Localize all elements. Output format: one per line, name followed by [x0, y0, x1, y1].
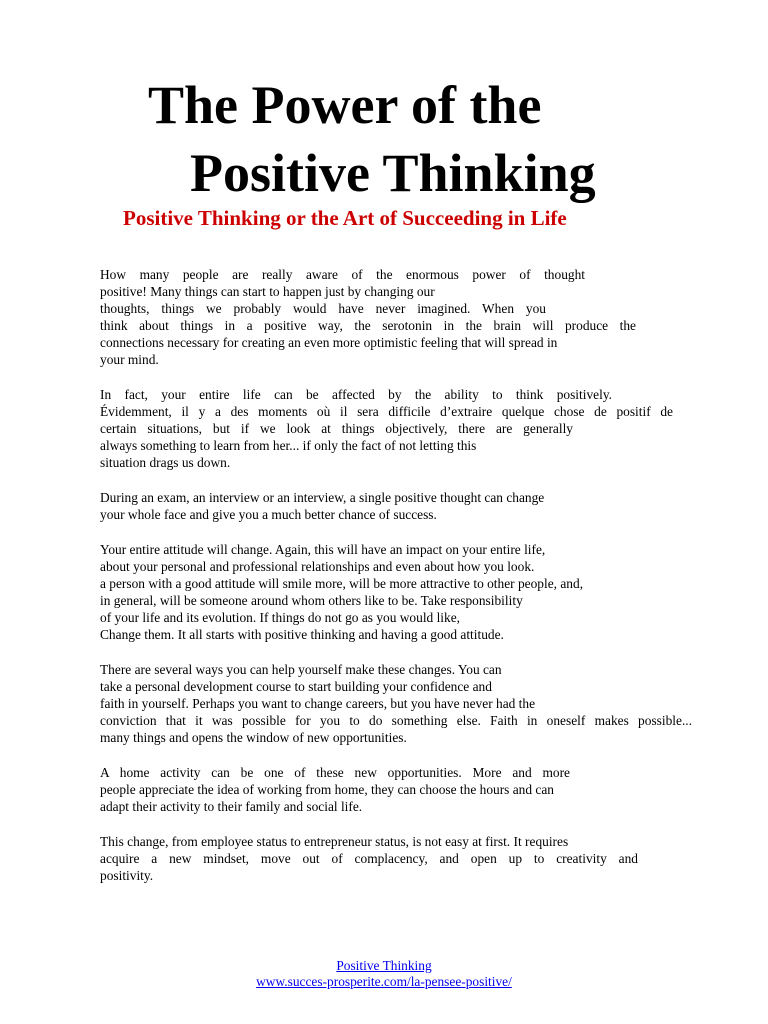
paragraph-line: think about things in a positive way, the serotonin in the brain will produce the: [100, 318, 636, 334]
paragraph-line: This change, from employee status to entrepreneur status, is not easy at first. It requires: [100, 833, 569, 849]
paragraph-line: During an exam, an interview or an interview, a single positive thought can change: [100, 490, 545, 506]
footer: [0, 958, 768, 990]
paragraph-line: There are several ways you can help yourself make these changes. You can: [100, 661, 502, 677]
paragraph-line: your mind.: [100, 352, 159, 368]
paragraph-line: Your entire attitude will change. Again, this will have an impact on your entire life,: [100, 541, 546, 557]
paragraph-4: [100, 541, 700, 644]
paragraph-line: positivity.: [100, 867, 154, 883]
paragraph-line: How many people are really aware of the enormous power of thought: [100, 267, 585, 282]
paragraph-line: people appreciate the idea of working from home, they can choose the hours and can: [100, 781, 554, 797]
document-body: [100, 266, 700, 901]
paragraph-line: situation drags us down.: [100, 455, 231, 471]
paragraph-6: [100, 764, 700, 815]
footer-link-url[interactable]: www.succes-prosperite.com/la-pensee-positive/: [256, 974, 512, 989]
paragraph-line: take a personal development course to start building your confidence and: [100, 678, 492, 694]
paragraph-3: [100, 489, 700, 523]
paragraph-line: adapt their activity to their family and social life.: [100, 798, 363, 814]
paragraph-line: A home activity can be one of these new opportunities. More and more: [100, 764, 570, 780]
paragraph-line: Évidemment, il y a des moments où il sera difficile d’extraire quelque chose de positif de: [100, 404, 673, 420]
paragraph-7: [100, 833, 700, 884]
paragraph-line: positive! Many things can start to happen just by changing our: [100, 284, 435, 300]
paragraph-line: always something to learn from her... if only the fact of not letting this: [100, 438, 477, 454]
paragraph-line: faith in yourself. Perhaps you want to change careers, but you have never had the: [100, 695, 536, 711]
paragraph-1: [100, 266, 700, 369]
paragraph-line: about your personal and professional relationships and even about how you look.: [100, 558, 535, 574]
paragraph-line: connections necessary for creating an even more optimistic feeling that will spread in: [100, 335, 558, 351]
footer-link-label[interactable]: Positive Thinking: [336, 958, 432, 973]
paragraph-line: in general, will be someone around whom others like to be. Take responsibility: [100, 593, 523, 608]
document-title-line-1: The Power of the: [148, 75, 542, 135]
paragraph-line: your whole face and give you a much better chance of success.: [100, 507, 437, 523]
paragraph-5: [100, 661, 700, 746]
paragraph-line: acquire a new mindset, move out of complacency, and open up to creativity and: [100, 850, 638, 866]
paragraph-line: Change them. It all starts with positive thinking and having a good attitude.: [100, 627, 504, 643]
paragraph-2: [100, 386, 700, 471]
paragraph-line: of your life and its evolution. If things do not go as you would like,: [100, 610, 461, 626]
paragraph-line: a person with a good attitude will smile more, will be more attractive to other people, and,: [100, 575, 584, 591]
document-title-line-2: Positive Thinking: [190, 143, 596, 203]
paragraph-line: conviction that it was possible for you to do something else. Faith in oneself makes possible...: [100, 713, 692, 729]
paragraph-line: certain situations, but if we look at things objectively, there are generally: [100, 421, 573, 437]
paragraph-line: many things and opens the window of new opportunities.: [100, 730, 407, 746]
document-subtitle: Positive Thinking or the Art of Succeeding in Life: [123, 206, 567, 230]
paragraph-line: thoughts, things we probably would have never imagined. When you: [100, 301, 546, 317]
paragraph-line: In fact, your entire life can be affected by the ability to think positively.: [100, 387, 612, 403]
